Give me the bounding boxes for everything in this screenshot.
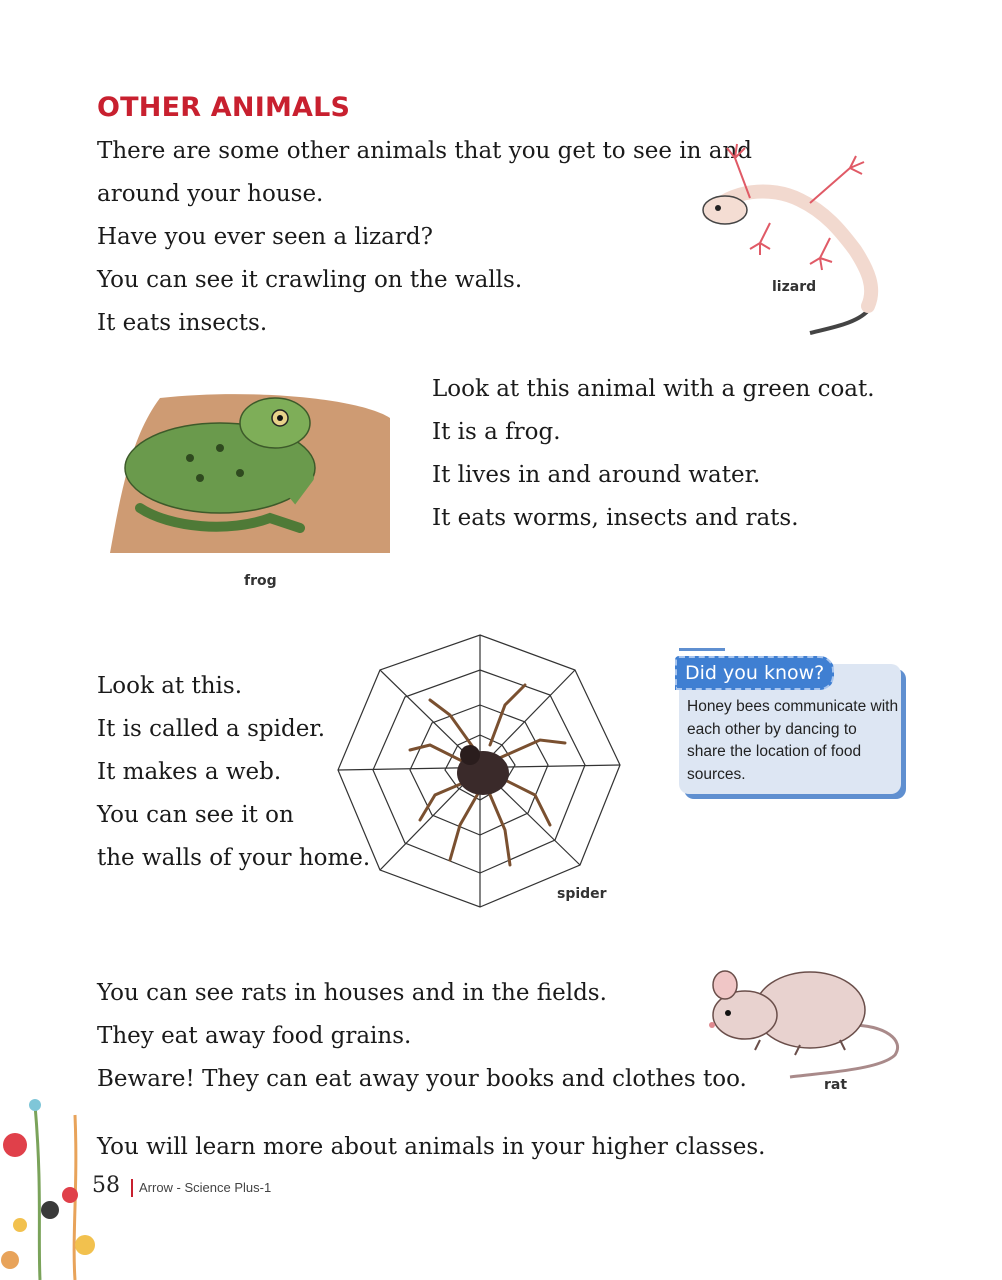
closing-line: You will learn more about animals in your higher classes. (97, 1134, 766, 1160)
lizard-line: There are some other animals that you get to see in and (97, 138, 753, 164)
spider-web-illustration (330, 625, 630, 915)
did-you-know-text: Honey bees communicate with each other by dancing to share the location of food sources. (687, 698, 899, 783)
spider-line: It is called a spider. (97, 716, 326, 742)
lizard-line: It eats insects. (97, 310, 268, 336)
lizard-caption: lizard (772, 279, 817, 295)
lizard-line: around your house. (97, 181, 324, 207)
frog-line: It lives in and around water. (432, 462, 761, 488)
frog-line: It eats worms, insects and rats. (432, 505, 799, 531)
rat-line: They eat away food grains. (97, 1023, 412, 1049)
did-you-know-heading: Did you know? (675, 656, 834, 690)
frog-illustration (100, 378, 400, 558)
page-number: 58 (92, 1173, 120, 1198)
did-you-know-box (675, 656, 907, 799)
lizard-line: You can see it crawling on the walls. (97, 267, 523, 293)
rat-caption: rat (824, 1077, 848, 1093)
frog-paragraph (432, 368, 875, 540)
footer-divider (131, 1179, 133, 1197)
lizard-line: Have you ever seen a lizard? (97, 224, 433, 250)
frog-line: Look at this animal with a green coat. (432, 376, 875, 402)
rat-illustration (700, 955, 910, 1080)
closing-paragraph (97, 1126, 765, 1169)
spider-caption: spider (557, 886, 607, 902)
frog-line: It is a frog. (432, 419, 561, 445)
rat-paragraph (97, 972, 747, 1101)
spider-line: the walls of your home. (97, 845, 371, 871)
spider-line: Look at this. (97, 673, 243, 699)
lizard-paragraph (97, 130, 752, 345)
section-title: OTHER ANIMALS (97, 92, 351, 123)
spider-line: You can see it on (97, 802, 294, 828)
spider-line: It makes a web. (97, 759, 282, 785)
frog-caption: frog (244, 573, 277, 589)
lizard-illustration (690, 128, 920, 338)
flower-decoration (0, 1085, 100, 1280)
rat-line: You can see rats in houses and in the fields. (97, 980, 607, 1006)
did-you-know-accent-line (679, 648, 725, 651)
book-title: Arrow - Science Plus-1 (139, 1180, 272, 1195)
rat-line: Beware! They can eat away your books and clothes too. (97, 1066, 747, 1092)
